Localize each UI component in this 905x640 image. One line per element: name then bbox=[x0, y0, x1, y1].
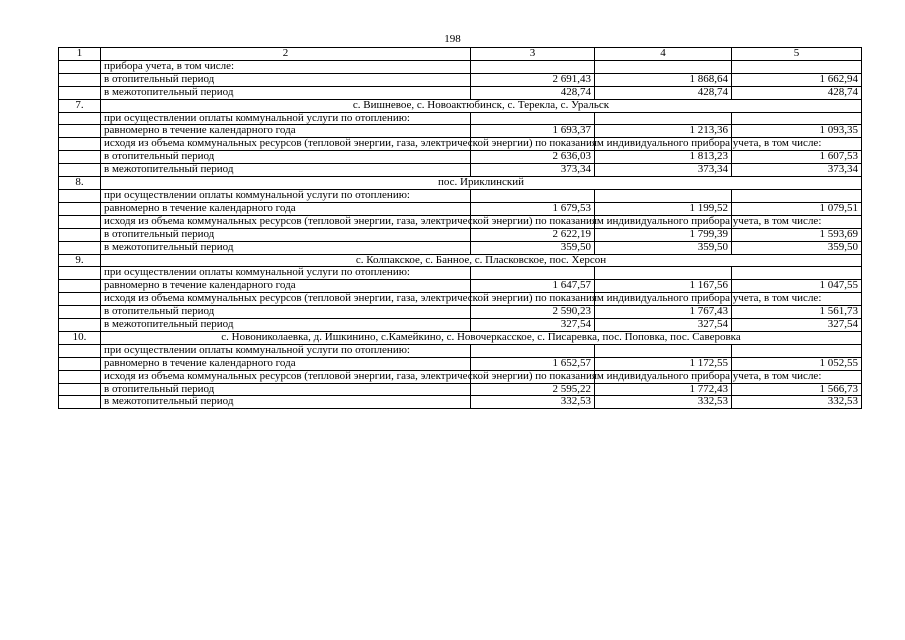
row-label: в отопительный период bbox=[101, 73, 471, 86]
value-row bbox=[59, 164, 862, 177]
value-row bbox=[59, 151, 862, 164]
row-label: равномерно в течение календарного года bbox=[101, 125, 471, 138]
page-number: 198 bbox=[444, 33, 461, 45]
label-row bbox=[59, 215, 862, 228]
value-col-3: 2 590,23 bbox=[471, 306, 595, 319]
index-cell-empty bbox=[59, 357, 101, 370]
label-row bbox=[59, 60, 862, 73]
value-col-5: 332,53 bbox=[732, 396, 862, 409]
value-col-4 bbox=[595, 267, 732, 280]
index-cell-empty bbox=[59, 202, 101, 215]
tariff-table bbox=[58, 47, 862, 409]
index-cell-empty bbox=[59, 293, 101, 306]
index-cell-empty bbox=[59, 60, 101, 73]
value-col-5 bbox=[732, 189, 862, 202]
value-col-4 bbox=[595, 189, 732, 202]
label-row bbox=[59, 189, 862, 202]
value-col-5: 1 607,53 bbox=[732, 151, 862, 164]
index-cell-empty bbox=[59, 215, 101, 228]
index-cell-empty bbox=[59, 344, 101, 357]
row-label: в межотопительный период bbox=[101, 164, 471, 177]
row-label: прибора учета, в том числе: bbox=[101, 60, 471, 73]
value-col-4: 1 213,36 bbox=[595, 125, 732, 138]
value-row bbox=[59, 280, 862, 293]
header-row bbox=[59, 48, 862, 61]
value-col-5: 1 561,73 bbox=[732, 306, 862, 319]
label-row bbox=[59, 293, 862, 306]
row-label: при осуществлении оплаты коммунальной услуги по отоплению: bbox=[101, 189, 471, 202]
row-label: в отопительный период bbox=[101, 228, 471, 241]
value-col-3: 2 622,19 bbox=[471, 228, 595, 241]
value-row bbox=[59, 383, 862, 396]
index-cell-empty bbox=[59, 164, 101, 177]
index-cell-empty bbox=[59, 280, 101, 293]
value-col-5: 1 047,55 bbox=[732, 280, 862, 293]
value-col-4: 428,74 bbox=[595, 86, 732, 99]
value-col-4: 1 772,43 bbox=[595, 383, 732, 396]
row-label: равномерно в течение календарного года bbox=[101, 280, 471, 293]
value-col-3 bbox=[471, 344, 595, 357]
section-location: с. Колпакское, с. Банное, с. Пласковское, пос. Херсон bbox=[101, 254, 862, 267]
value-row bbox=[59, 228, 862, 241]
header-col-5: 5 bbox=[732, 48, 862, 61]
row-label: равномерно в течение календарного года bbox=[101, 202, 471, 215]
row-label: в отопительный период bbox=[101, 306, 471, 319]
value-col-4: 1 813,23 bbox=[595, 151, 732, 164]
header-col-3: 3 bbox=[471, 48, 595, 61]
value-row bbox=[59, 306, 862, 319]
row-label: при осуществлении оплаты коммунальной услуги по отоплению: bbox=[101, 344, 471, 357]
value-col-3: 2 595,22 bbox=[471, 383, 595, 396]
row-label: в отопительный период bbox=[101, 151, 471, 164]
value-col-5: 359,50 bbox=[732, 241, 862, 254]
index-cell-empty bbox=[59, 138, 101, 151]
section-index: 7. bbox=[59, 99, 101, 112]
row-label: в межотопительный период bbox=[101, 319, 471, 332]
section-row bbox=[59, 99, 862, 112]
value-col-3 bbox=[471, 60, 595, 73]
value-col-5: 1 052,55 bbox=[732, 357, 862, 370]
value-col-3 bbox=[471, 267, 595, 280]
section-row bbox=[59, 177, 862, 190]
value-row bbox=[59, 125, 862, 138]
value-col-4: 332,53 bbox=[595, 396, 732, 409]
value-col-4: 1 868,64 bbox=[595, 73, 732, 86]
section-location: пос. Ириклинский bbox=[101, 177, 862, 190]
index-cell-empty bbox=[59, 112, 101, 125]
value-col-3: 327,54 bbox=[471, 319, 595, 332]
value-col-4: 1 767,43 bbox=[595, 306, 732, 319]
label-row bbox=[59, 370, 862, 383]
row-label: исходя из объема коммунальных ресурсов (тепловой энергии, газа, электрической энергии) по показаниям индивидуального прибора учета, в том числе: bbox=[101, 293, 471, 306]
value-row bbox=[59, 73, 862, 86]
value-col-5: 327,54 bbox=[732, 319, 862, 332]
value-col-5: 1 662,94 bbox=[732, 73, 862, 86]
value-col-3: 1 693,37 bbox=[471, 125, 595, 138]
section-row bbox=[59, 254, 862, 267]
label-row bbox=[59, 267, 862, 280]
value-col-3: 2 636,03 bbox=[471, 151, 595, 164]
value-col-3: 428,74 bbox=[471, 86, 595, 99]
index-cell-empty bbox=[59, 125, 101, 138]
value-col-4: 1 799,39 bbox=[595, 228, 732, 241]
value-col-5 bbox=[732, 112, 862, 125]
value-col-4: 373,34 bbox=[595, 164, 732, 177]
index-cell-empty bbox=[59, 370, 101, 383]
row-label: исходя из объема коммунальных ресурсов (тепловой энергии, газа, электрической энергии) по показаниям индивидуального прибора учета, в том числе: bbox=[101, 138, 471, 151]
value-col-4: 327,54 bbox=[595, 319, 732, 332]
index-cell-empty bbox=[59, 383, 101, 396]
value-col-3: 2 691,43 bbox=[471, 73, 595, 86]
row-label: в отопительный период bbox=[101, 383, 471, 396]
value-col-5: 1 593,69 bbox=[732, 228, 862, 241]
row-label: в межотопительный период bbox=[101, 396, 471, 409]
value-col-3: 359,50 bbox=[471, 241, 595, 254]
row-label: исходя из объема коммунальных ресурсов (тепловой энергии, газа, электрической энергии) по показаниям индивидуального прибора учета, в том числе: bbox=[101, 370, 471, 383]
value-row bbox=[59, 396, 862, 409]
value-col-5: 1 566,73 bbox=[732, 383, 862, 396]
tariff-table-body bbox=[59, 48, 862, 409]
value-col-4: 359,50 bbox=[595, 241, 732, 254]
value-col-4: 1 199,52 bbox=[595, 202, 732, 215]
row-label: исходя из объема коммунальных ресурсов (тепловой энергии, газа, электрической энергии) по показаниям индивидуального прибора учета, в том числе: bbox=[101, 215, 471, 228]
row-label: в межотопительный период bbox=[101, 86, 471, 99]
value-col-5 bbox=[732, 344, 862, 357]
index-cell-empty bbox=[59, 228, 101, 241]
section-location: с. Новониколаевка, д. Ишкинино, с.Камейкино, с. Новочеркасское, с. Писаревка, пос. Поповка, пос. Саверовка bbox=[101, 331, 862, 344]
value-col-3: 332,53 bbox=[471, 396, 595, 409]
index-cell-empty bbox=[59, 396, 101, 409]
value-col-4 bbox=[595, 344, 732, 357]
row-label: при осуществлении оплаты коммунальной услуги по отоплению: bbox=[101, 112, 471, 125]
index-cell-empty bbox=[59, 306, 101, 319]
value-col-5 bbox=[732, 267, 862, 280]
value-col-3: 373,34 bbox=[471, 164, 595, 177]
index-cell-empty bbox=[59, 319, 101, 332]
row-label: в межотопительный период bbox=[101, 241, 471, 254]
value-row bbox=[59, 202, 862, 215]
section-index: 9. bbox=[59, 254, 101, 267]
value-col-4 bbox=[595, 112, 732, 125]
index-cell-empty bbox=[59, 86, 101, 99]
value-col-3: 1 647,57 bbox=[471, 280, 595, 293]
value-col-5: 428,74 bbox=[732, 86, 862, 99]
value-col-3 bbox=[471, 112, 595, 125]
section-index: 10. bbox=[59, 331, 101, 344]
header-col-2: 2 bbox=[101, 48, 471, 61]
section-location: с. Вишневое, с. Новоактюбинск, с. Терекла, с. Уральск bbox=[101, 99, 862, 112]
value-col-3: 1 652,57 bbox=[471, 357, 595, 370]
value-col-5: 1 093,35 bbox=[732, 125, 862, 138]
label-row bbox=[59, 138, 862, 151]
value-col-3 bbox=[471, 189, 595, 202]
row-label: при осуществлении оплаты коммунальной услуги по отоплению: bbox=[101, 267, 471, 280]
section-index: 8. bbox=[59, 177, 101, 190]
value-col-4: 1 167,56 bbox=[595, 280, 732, 293]
value-col-5: 373,34 bbox=[732, 164, 862, 177]
value-col-5 bbox=[732, 60, 862, 73]
section-row bbox=[59, 331, 862, 344]
value-col-4 bbox=[595, 60, 732, 73]
index-cell-empty bbox=[59, 241, 101, 254]
index-cell-empty bbox=[59, 189, 101, 202]
index-cell-empty bbox=[59, 73, 101, 86]
value-col-3: 1 679,53 bbox=[471, 202, 595, 215]
value-row bbox=[59, 357, 862, 370]
value-col-5: 1 079,51 bbox=[732, 202, 862, 215]
value-row bbox=[59, 241, 862, 254]
index-cell-empty bbox=[59, 151, 101, 164]
label-row bbox=[59, 344, 862, 357]
header-col-1: 1 bbox=[59, 48, 101, 61]
value-col-4: 1 172,55 bbox=[595, 357, 732, 370]
value-row bbox=[59, 319, 862, 332]
header-col-4: 4 bbox=[595, 48, 732, 61]
value-row bbox=[59, 86, 862, 99]
label-row bbox=[59, 112, 862, 125]
row-label: равномерно в течение календарного года bbox=[101, 357, 471, 370]
index-cell-empty bbox=[59, 267, 101, 280]
